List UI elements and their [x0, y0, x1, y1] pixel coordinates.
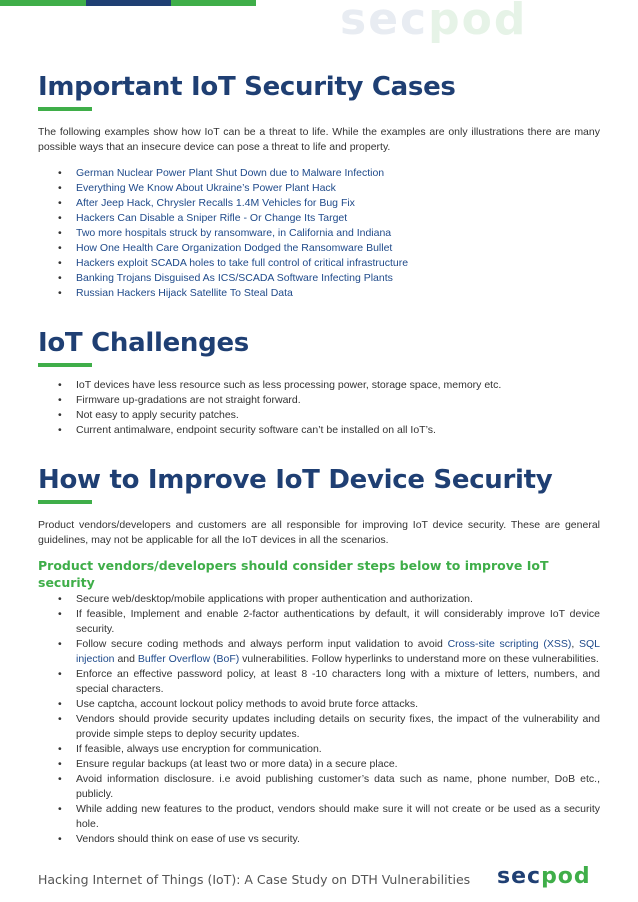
list-item — [38, 742, 600, 757]
bullet: • — [58, 668, 62, 680]
list-item-text: Ensure regular backups (at least two or more data) in a secure place. — [76, 758, 398, 770]
bullet: • — [58, 409, 62, 421]
list-item — [38, 408, 600, 423]
bullet: • — [58, 773, 62, 785]
list-item — [38, 757, 600, 772]
list-item[interactable] — [38, 211, 600, 226]
case-link[interactable]: Banking Trojans Disguised As ICS/SCADA Software Infecting Plants — [76, 272, 393, 284]
list-item-text: While adding new features to the product, vendors should make sure it will not create or be used as a security hole. — [76, 803, 600, 830]
bullet: • — [58, 803, 62, 815]
case-link[interactable]: Hackers Can Disable a Sniper Rifle - Or Change Its Target — [76, 212, 348, 224]
bullet: • — [58, 287, 62, 299]
list-item-secure-coding — [38, 637, 600, 667]
bullet: • — [58, 242, 62, 254]
list-item — [38, 832, 600, 847]
list-item — [38, 802, 600, 832]
list-item-text: Vendors should provide security updates including details on security fixes, the impact of the vulnerability and provide simple steps to deploy security updates. — [76, 713, 600, 740]
xss-link[interactable]: Cross-site scripting (XSS) — [447, 638, 572, 650]
bullet: • — [58, 257, 62, 269]
list-item — [38, 712, 600, 742]
title-underline — [38, 363, 92, 367]
buffer-overflow-link[interactable]: Buffer Overflow (BoF) — [137, 653, 240, 665]
vendor-steps-subheading: Product vendors/developers should consider steps below to improve IoT security — [38, 558, 549, 590]
bullet: • — [58, 272, 62, 284]
security-cases-list — [38, 166, 600, 301]
watermark-logo-part2: pod — [428, 0, 528, 45]
list-item-text: If feasible, always use encryption for communication. — [76, 743, 322, 755]
title-underline — [38, 107, 92, 111]
bullet: • — [58, 394, 62, 406]
list-item-text: Not easy to apply security patches. — [76, 409, 239, 421]
list-item — [38, 697, 600, 712]
watermark-logo-part1: sec — [340, 0, 429, 45]
coding-suffix: vulnerabilities. Follow hyperlinks to understand more on these vulnerabilities. — [239, 653, 599, 665]
list-item[interactable] — [38, 181, 600, 196]
case-link[interactable]: Russian Hackers Hijack Satellite To Steal Data — [76, 287, 293, 299]
section-title-improve-security: How to Improve IoT Device Security — [38, 465, 553, 495]
bullet: • — [58, 608, 62, 620]
bullet: • — [58, 197, 62, 209]
list-item-text: Enforce an effective password policy, at least 8 -10 characters long with a mixture of letters, numbers, and special characters. — [76, 668, 600, 695]
section1-intro: The following examples show how IoT can be a threat to life. While the examples are only illustrations there are many possible ways that an insecure device can pose a threat to life and property. — [38, 126, 600, 153]
case-link[interactable]: Two more hospitals struck by ransomware, in California and Indiana — [76, 227, 392, 239]
list-item-text: Vendors should think on ease of use vs security. — [76, 833, 300, 845]
list-item[interactable] — [38, 271, 600, 286]
secpod-watermark-logo — [340, 0, 528, 45]
list-item-text: Use captcha, account lockout policy methods to avoid brute force attacks. — [76, 698, 419, 710]
top-bar-green-segment-2 — [171, 0, 256, 6]
case-link[interactable]: German Nuclear Power Plant Shut Down due to Malware Infection — [76, 167, 385, 179]
bullet: • — [58, 758, 62, 770]
list-item — [38, 667, 600, 697]
bullet: • — [58, 424, 62, 436]
coding-sep: , — [571, 638, 579, 650]
bullet: • — [58, 212, 62, 224]
list-item-text: IoT devices have less resource such as less processing power, storage space, memory etc. — [76, 379, 502, 391]
challenges-list — [38, 378, 600, 438]
list-item-text: Avoid information disclosure. i.e avoid publishing customer’s data such as name, phone number, DoB etc., publicly. — [76, 773, 600, 800]
coding-prefix: Follow secure coding methods and always perform input validation to avoid — [76, 638, 448, 650]
logo-part1: sec — [497, 864, 542, 889]
section-title-iot-security-cases: Important IoT Security Cases — [38, 72, 456, 102]
top-bar-navy-segment — [86, 0, 171, 6]
logo-part2: pod — [541, 864, 591, 889]
bullet: • — [58, 713, 62, 725]
list-item-text: Secure web/desktop/mobile applications with proper authentication and authorization. — [76, 593, 473, 605]
list-item — [38, 423, 600, 438]
bullet: • — [58, 182, 62, 194]
vendor-steps-list — [38, 592, 600, 847]
list-item-text: Firmware up-gradations are not straight forward. — [76, 394, 301, 406]
list-item — [38, 607, 600, 637]
bullet: • — [58, 638, 62, 650]
case-link[interactable]: Hackers exploit SCADA holes to take full control of critical infrastructure — [76, 257, 409, 269]
coding-sep: and — [114, 653, 138, 665]
list-item[interactable] — [38, 196, 600, 211]
title-underline — [38, 500, 92, 504]
case-link[interactable]: How One Health Care Organization Dodged the Ransomware Bullet — [76, 242, 393, 254]
page-content — [38, 70, 600, 847]
section-title-iot-challenges: IoT Challenges — [38, 328, 249, 358]
list-item — [38, 378, 600, 393]
bullet: • — [58, 227, 62, 239]
top-bar-green-segment — [0, 0, 86, 6]
list-item[interactable] — [38, 286, 600, 301]
list-item-text: Current antimalware, endpoint security software can’t be installed on all IoT’s. — [76, 424, 436, 436]
list-item[interactable] — [38, 226, 600, 241]
bullet: • — [58, 167, 62, 179]
list-item — [38, 772, 600, 802]
bullet: • — [58, 593, 62, 605]
sql-injection-link[interactable]: SQL injection — [76, 638, 600, 665]
footer-document-title: Hacking Internet of Things (IoT): A Case Study on DTH Vulnerabilities — [38, 872, 471, 887]
list-item — [38, 393, 600, 408]
list-item[interactable] — [38, 166, 600, 181]
case-link[interactable]: Everything We Know About Ukraine’s Power Plant Hack — [76, 182, 336, 194]
list-item[interactable] — [38, 256, 600, 271]
case-link[interactable]: After Jeep Hack, Chrysler Recalls 1.4M Vehicles for Bug Fix — [76, 197, 355, 209]
bullet: • — [58, 698, 62, 710]
bullet: • — [58, 743, 62, 755]
section3-intro: Product vendors/developers and customers are all responsible for improving IoT device security. These are general guidelines, may not be applicable for all the IoT devices in all the scenarios. — [38, 519, 600, 546]
top-color-bar — [0, 0, 256, 6]
bullet: • — [58, 379, 62, 391]
secpod-logo — [497, 864, 591, 890]
bullet: • — [58, 833, 62, 845]
list-item — [38, 592, 600, 607]
list-item[interactable] — [38, 241, 600, 256]
list-item-text: If feasible, Implement and enable 2-factor authentications by default, it will considerably improve IoT device security. — [76, 608, 600, 635]
